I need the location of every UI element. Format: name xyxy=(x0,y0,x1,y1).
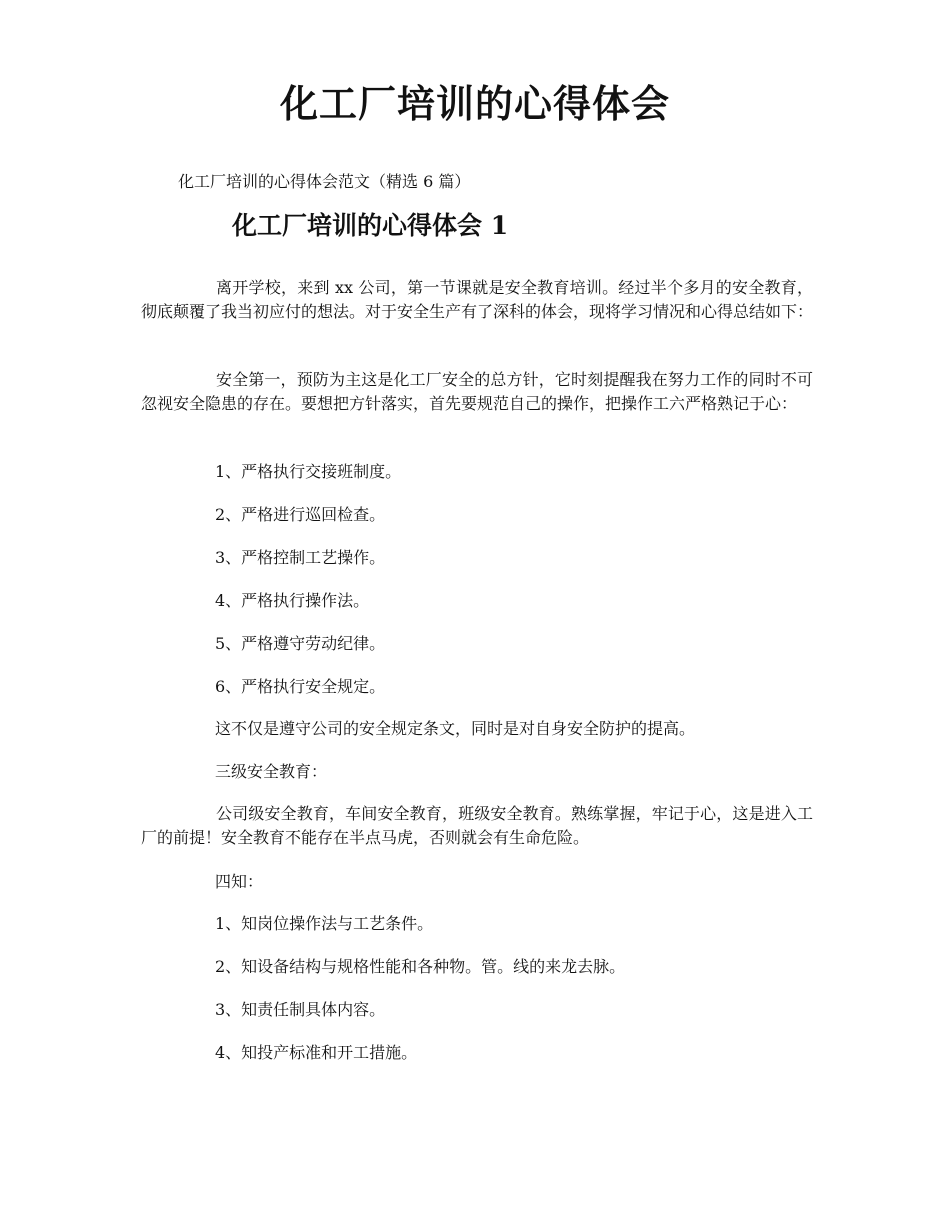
paragraph-after-rules: 这不仅是遵守公司的安全规定条文，同时是对自身安全防护的提高。 xyxy=(215,719,696,738)
paragraph-three-level: 公司级安全教育，车间安全教育，班级安全教育。熟练掌握，牢记于心，这是进入工厂的前提！安全教育不能存在半点马虎，否则就会有生命危险。 xyxy=(141,804,813,847)
list-item-rule-6: 6、严格执行安全规定。 xyxy=(215,677,386,696)
paragraph-intro: 离开学校，来到 xx 公司，第一节课就是安全教育培训。经过半个多月的安全教育，彻底颠覆了我当初应付的想法。对于安全生产有了深科的体会，现将学习情况和心得总结如下： xyxy=(141,278,814,321)
list-item-know-1: 1、知岗位操作法与工艺条件。 xyxy=(215,914,434,933)
document-subtitle: 化工厂培训的心得体会范文（精选 6 篇） xyxy=(178,172,471,191)
list-item-know-4: 4、知投产标准和开工措施。 xyxy=(215,1043,418,1062)
four-know-label: 四知： xyxy=(215,872,264,891)
list-item-rule-3: 3、严格控制工艺操作。 xyxy=(215,548,386,567)
list-item-rule-1: 1、严格执行交接班制度。 xyxy=(215,462,402,481)
list-item-know-2: 2、知设备结构与规格性能和各种物。管。线的来龙去脉。 xyxy=(215,957,626,976)
section-heading: 化工厂培训的心得体会 1 xyxy=(232,211,509,240)
list-item-rule-4: 4、严格执行操作法。 xyxy=(215,591,370,610)
three-level-label: 三级安全教育： xyxy=(215,762,328,781)
document-title: 化工厂培训的心得体会 xyxy=(279,81,670,126)
list-item-rule-2: 2、严格进行巡回检查。 xyxy=(215,505,386,524)
list-item-rule-5: 5、严格遵守劳动纪律。 xyxy=(215,634,386,653)
paragraph-policy: 安全第一，预防为主这是化工厂安全的总方针，它时刻提醒我在努力工作的同时不可忽视安全隐患的存在。要想把方针落实，首先要规范自己的操作，把操作工六严格熟记于心： xyxy=(141,370,813,413)
list-item-know-3: 3、知责任制具体内容。 xyxy=(215,1000,386,1019)
